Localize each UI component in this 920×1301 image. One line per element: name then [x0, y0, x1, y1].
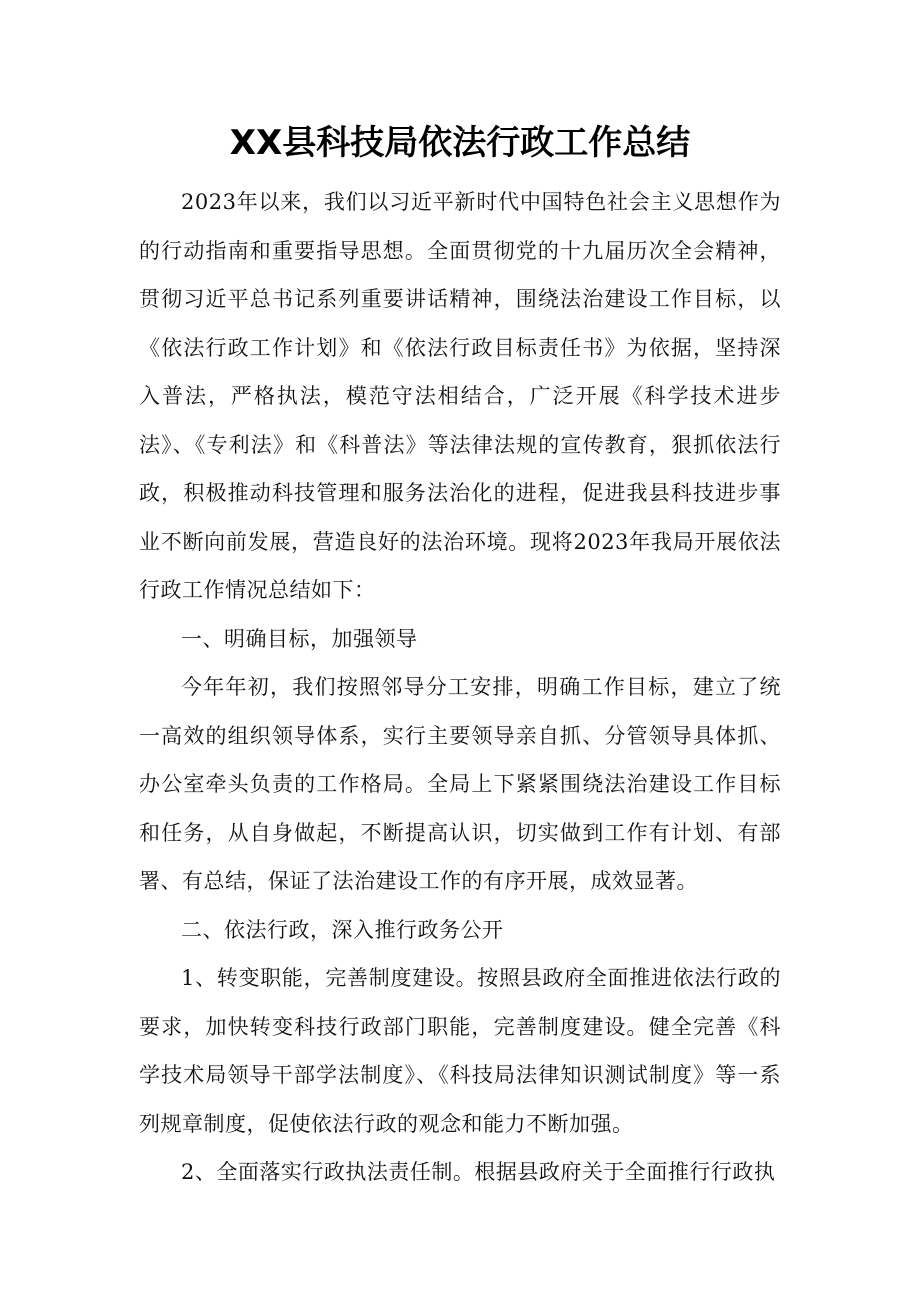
- section-heading-2: 二、依法行政，深入推行政务公开: [181, 917, 504, 942]
- paragraph-intro: 2023年以来，我们以习近平新时代中国特色社会主义思想作为的行动指南和重要指导思想。全面贯彻党的十九届历次全会精神，贯彻习近平总书记系列重要讲话精神，围绕法治建设工作目标，以《依法行政工作计划》和《依法行政目标责任书》为依据，坚持深入普法，严格执法，模范守法相结合，广泛开展《科学技术进步法》、《专利法》和《科普法》等法律法规的宣传教育，狠抓依法行政，积极推动科技管理和服务法治化的进程，促进我县科技进步事业不断向前发展，营造良好的法治环境。现将2023年我局开展依法行政工作情况总结如下：: [139, 190, 781, 602]
- section-heading-1: 一、明确目标，加强领导: [181, 626, 418, 651]
- paragraph-item-1: 1、转变职能，完善制度建设。按照县政府全面推进依法行政的要求，加快转变科技行政部门职能，完善制度建设。健全完善《科学技术局领导干部学法制度》、《科技局法律知识测试制度》等一系列规章制度，促使依法行政的观念和能力不断加强。: [139, 966, 781, 1136]
- paragraph-section-1: 今年年初，我们按照邻导分工安排，明确工作目标，建立了统一高效的组织领导体系，实行主要领导亲自抓、分管领导具体抓、办公室牵头负责的工作格局。全局上下紧紧围绕法治建设工作目标和任务，从自身做起，不断提高认识，切实做到工作有计划、有部署、有总结，保证了法治建设工作的有序开展，成效显著。: [139, 675, 781, 893]
- paragraph-item-2: 2、全面落实行政执法责任制。根据县政府关于全面推行行政执: [181, 1160, 776, 1184]
- document-body: [139, 178, 781, 1197]
- document-title: XX县科技局依法行政工作总结: [229, 123, 691, 163]
